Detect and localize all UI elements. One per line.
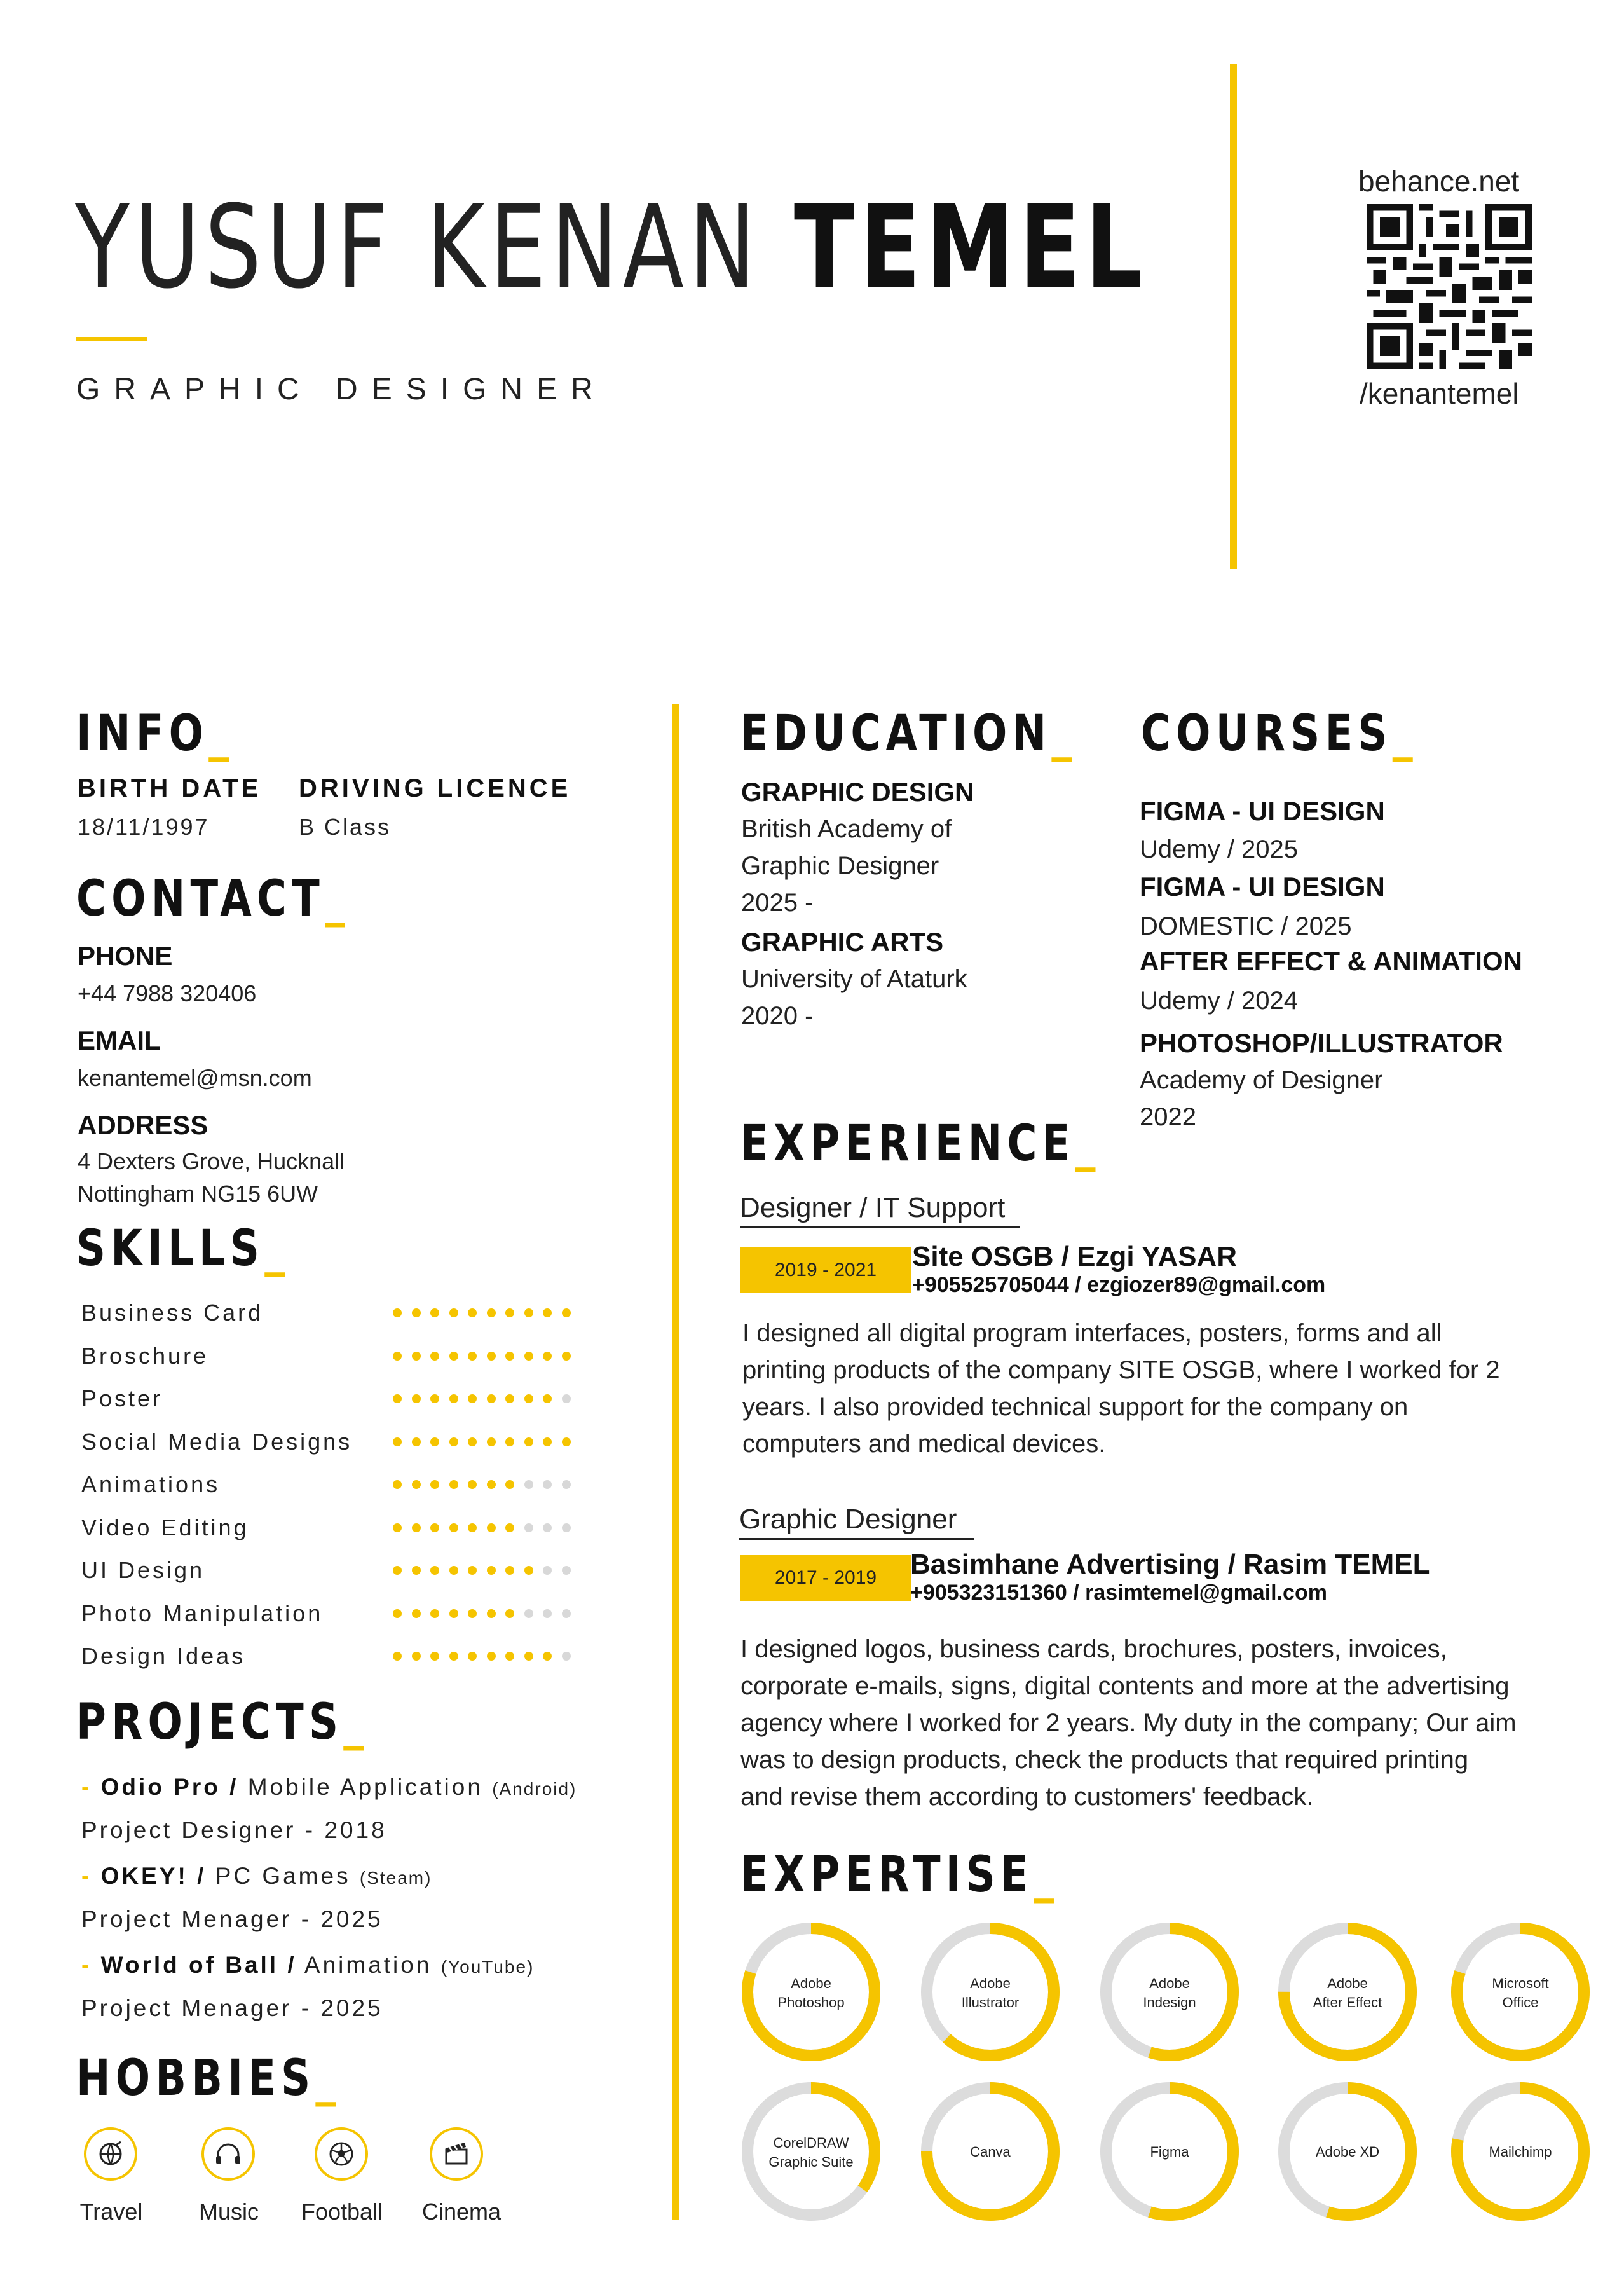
expertise-ring <box>917 2078 1064 2225</box>
skill-dot-filled <box>449 1437 458 1446</box>
skill-dot-filled <box>524 1437 533 1446</box>
skill-dot-filled <box>468 1437 477 1446</box>
course-1-place: Udemy / 2025 <box>1140 835 1299 863</box>
expertise-label: Indesign <box>1143 1994 1196 2010</box>
skill-dot-filled <box>430 1480 439 1489</box>
skill-dot-filled <box>412 1652 421 1661</box>
skill-level-dots <box>393 1437 571 1446</box>
skill-dot-filled <box>449 1609 458 1618</box>
skills-heading: SKILLS_ <box>76 1220 290 1277</box>
expertise-label: Office <box>1502 1994 1539 2010</box>
skill-dot-filled <box>449 1566 458 1575</box>
project-platform: (Steam) <box>359 1868 432 1888</box>
skill-dot-filled <box>430 1652 439 1661</box>
project-title: World of Ball <box>100 1952 279 1978</box>
experience-2-contact[interactable]: +905323151360 / rasimtemel@gmail.com <box>910 1581 1327 1605</box>
expertise-ring <box>737 2078 885 2225</box>
skill-name: Video Editing <box>81 1514 249 1540</box>
experience-1-role-underline <box>740 1226 1020 1228</box>
skill-level-dots <box>393 1566 571 1575</box>
experience-2-role: Graphic Designer <box>739 1504 957 1535</box>
qr-code-icon[interactable] <box>1367 203 1532 370</box>
hobby-music: Music <box>198 2199 259 2225</box>
address-line-2: Nottingham NG15 6UW <box>78 1181 318 1207</box>
experience-heading: EXPERIENCE_ <box>740 1115 1101 1172</box>
email-value[interactable]: kenantemel@msn.com <box>78 1065 312 1091</box>
skill-dot-filled <box>524 1566 533 1575</box>
skill-dot-filled <box>449 1652 458 1661</box>
info-heading: INFO_ <box>76 705 235 762</box>
expertise-label: Figma <box>1150 2144 1189 2160</box>
skill-level-dots <box>393 1609 571 1618</box>
expertise-label: Graphic Suite <box>768 2154 854 2170</box>
experience-1-contact[interactable]: +905525705044 / ezgiozer89@gmail.com <box>912 1273 1326 1297</box>
skill-dot-filled <box>412 1352 421 1361</box>
skill-level-dots <box>393 1394 571 1403</box>
expertise-label: After Effect <box>1313 1994 1382 2010</box>
phone-value[interactable]: +44 7988 320406 <box>78 980 257 1006</box>
skill-dot-filled <box>412 1523 421 1532</box>
skill-dot-filled <box>524 1308 533 1317</box>
skill-dot-filled <box>524 1652 533 1661</box>
skill-dot-empty <box>543 1480 552 1489</box>
expertise-ring <box>1274 1918 1421 2066</box>
job-title: GRAPHIC DESIGNER <box>76 373 607 406</box>
education-2-school: University of Ataturk <box>741 965 967 993</box>
skill-dot-filled <box>412 1308 421 1317</box>
project-platform: (Android) <box>492 1779 577 1799</box>
expertise-label: CorelDRAW <box>773 2135 849 2151</box>
skill-dot-empty <box>543 1609 552 1618</box>
column-divider <box>672 704 679 2220</box>
skill-dot-filled <box>393 1480 402 1489</box>
skill-dot-filled <box>505 1523 514 1532</box>
skill-dot-filled <box>487 1437 496 1446</box>
expertise-ring <box>1447 2078 1594 2225</box>
project-title: Odio Pro <box>100 1774 221 1800</box>
surname: TEMEL <box>793 181 1147 314</box>
name-accent-bar <box>76 337 147 341</box>
expertise-label: Adobe <box>1149 1975 1190 1991</box>
skill-dot-filled <box>412 1566 421 1575</box>
course-3-title: AFTER EFFECT & ANIMATION <box>1140 946 1522 976</box>
skill-dot-filled <box>524 1352 533 1361</box>
project-role: Project Menager - 2025 <box>81 1995 383 2021</box>
expertise-ring <box>1274 2078 1421 2225</box>
project-type: Animation <box>304 1952 432 1978</box>
skill-dot-filled <box>505 1566 514 1575</box>
education-heading: EDUCATION_ <box>740 705 1077 762</box>
skill-dot-filled <box>430 1308 439 1317</box>
experience-1-description: I designed all digital program interfaces, posters, forms and all printing products of the company SITE OSGB, where I worked for 2 years. I also provided technical support for the company on computers and medical devices. <box>742 1319 1500 1458</box>
course-3-place: Udemy / 2024 <box>1140 987 1299 1015</box>
skill-row <box>81 1469 603 1500</box>
skill-dot-filled <box>524 1394 533 1403</box>
project-role: Project Designer - 2018 <box>81 1817 387 1843</box>
skill-dot-filled <box>430 1394 439 1403</box>
skill-row <box>81 1426 603 1458</box>
skill-dot-filled <box>430 1352 439 1361</box>
expertise-label: Microsoft <box>1492 1975 1549 1991</box>
course-4-title: PHOTOSHOP/ILLUSTRATOR <box>1140 1028 1503 1058</box>
driving-licence-label: DRIVING LICENCE <box>299 774 571 802</box>
skill-dot-filled <box>412 1480 421 1489</box>
headphones-icon <box>201 2127 256 2181</box>
skill-name: Animations <box>81 1471 221 1497</box>
hobby-football: Football <box>301 2199 383 2225</box>
phone-label: PHONE <box>78 941 173 971</box>
skill-dot-filled <box>449 1480 458 1489</box>
expertise-ring <box>737 1918 885 2066</box>
skill-dot-filled <box>505 1394 514 1403</box>
skill-dot-empty <box>562 1480 571 1489</box>
skill-dot-filled <box>393 1566 402 1575</box>
course-1-title: FIGMA - UI DESIGN <box>1140 796 1385 826</box>
skill-dot-empty <box>562 1523 571 1532</box>
skill-dot-filled <box>505 1609 514 1618</box>
skill-dot-filled <box>393 1308 402 1317</box>
education-1-title: GRAPHIC DESIGN <box>741 777 974 807</box>
skill-name: Social Media Designs <box>81 1428 353 1455</box>
skill-row <box>81 1554 603 1586</box>
skill-dot-filled <box>430 1566 439 1575</box>
skill-dot-filled <box>543 1352 552 1361</box>
project-type: PC Games <box>215 1863 351 1889</box>
expertise-label: Illustrator <box>961 1994 1020 2010</box>
expertise-label: Photoshop <box>777 1994 845 2010</box>
hobby-cinema: Cinema <box>421 2199 502 2225</box>
skill-dot-empty <box>524 1523 533 1532</box>
skill-dot-filled <box>543 1308 552 1317</box>
project-title: OKEY! <box>100 1863 188 1889</box>
skill-name: Design Ideas <box>81 1643 246 1669</box>
skill-dot-filled <box>505 1352 514 1361</box>
skill-dot-filled <box>468 1609 477 1618</box>
skill-dot-filled <box>430 1609 439 1618</box>
project-platform: (YouTube) <box>440 1957 535 1977</box>
skill-dot-filled <box>449 1394 458 1403</box>
skill-dot-filled <box>393 1609 402 1618</box>
expertise-label: Adobe <box>791 1975 831 1991</box>
skill-level-dots <box>393 1523 571 1532</box>
skill-dot-empty <box>562 1394 571 1403</box>
expertise-heading: EXPERTISE_ <box>740 1846 1060 1904</box>
skill-dot-filled <box>468 1566 477 1575</box>
education-2-year: 2020 - <box>741 1002 814 1030</box>
skill-dot-filled <box>543 1652 552 1661</box>
contact-heading: CONTACT_ <box>76 870 351 928</box>
skill-dot-filled <box>393 1652 402 1661</box>
skill-name: Business Card <box>81 1300 264 1326</box>
skill-dot-filled <box>487 1523 496 1532</box>
skill-dot-filled <box>562 1437 571 1446</box>
skill-dot-filled <box>393 1523 402 1532</box>
skill-level-dots <box>393 1652 571 1661</box>
project-role: Project Menager - 2025 <box>81 1906 383 1932</box>
skill-name: Broschure <box>81 1342 209 1369</box>
skill-dot-empty <box>524 1480 533 1489</box>
skill-dot-filled <box>487 1394 496 1403</box>
skill-dot-filled <box>430 1523 439 1532</box>
skill-dot-filled <box>412 1394 421 1403</box>
skill-dot-filled <box>393 1394 402 1403</box>
courses-heading: COURSES_ <box>1141 705 1418 762</box>
birth-date-label: BIRTH DATE <box>78 774 262 802</box>
skill-name: Poster <box>81 1385 163 1411</box>
skill-dot-filled <box>505 1308 514 1317</box>
skill-dot-filled <box>449 1352 458 1361</box>
expertise-label: Adobe XD <box>1315 2144 1380 2160</box>
skill-level-dots <box>393 1308 571 1317</box>
experience-2-description: I designed logos, business cards, brochures, posters, invoices, corporate e-mails, signs, digital contents and more at the advertising agency where I worked for 2 years. My duty in the company; Our aim was to design products, check the products that required printing and revise them according to customers' feedback. <box>740 1635 1517 1811</box>
skill-dot-filled <box>487 1352 496 1361</box>
course-4-place: Academy of Designer <box>1140 1066 1383 1094</box>
expertise-ring <box>917 1918 1064 2066</box>
expertise-label: Adobe <box>1327 1975 1368 1991</box>
project-title-line: - Odio Pro / Mobile Application (Android) <box>81 1774 577 1800</box>
skill-dot-filled <box>487 1566 496 1575</box>
skill-dot-filled <box>505 1652 514 1661</box>
experience-1-role: Designer / IT Support <box>740 1192 1006 1223</box>
skill-row <box>81 1297 603 1329</box>
project-type: Mobile Application <box>247 1774 483 1800</box>
education-1-year: 2025 - <box>741 889 814 917</box>
skill-dot-filled <box>487 1652 496 1661</box>
skill-dot-filled <box>468 1652 477 1661</box>
skill-dot-filled <box>430 1437 439 1446</box>
first-names: YUSUF KENAN <box>75 181 761 314</box>
skill-dot-empty <box>543 1523 552 1532</box>
skill-dot-filled <box>505 1480 514 1489</box>
address-label: ADDRESS <box>78 1110 208 1140</box>
education-1-school-line-2: Graphic Designer <box>741 852 939 880</box>
skill-dot-filled <box>412 1437 421 1446</box>
skill-dot-empty <box>562 1652 571 1661</box>
project-title-line: - World of Ball / Animation (YouTube) <box>81 1952 535 1978</box>
driving-licence-value: B Class <box>299 814 392 840</box>
clapperboard-icon <box>429 2127 484 2181</box>
course-2-title: FIGMA - UI DESIGN <box>1140 872 1385 902</box>
skill-dot-filled <box>505 1437 514 1446</box>
experience-2-role-underline <box>739 1538 974 1540</box>
qr-bottom-label[interactable]: /kenantemel <box>1360 377 1519 410</box>
experience-1-dates: 2019 - 2021 <box>740 1247 911 1293</box>
education-1-school-line-1: British Academy of <box>741 815 952 843</box>
skill-dot-filled <box>487 1308 496 1317</box>
email-label: EMAIL <box>78 1026 161 1055</box>
skill-dot-empty <box>543 1566 552 1575</box>
skill-row <box>81 1598 603 1630</box>
skill-row <box>81 1640 603 1672</box>
address-line-1: 4 Dexters Grove, Hucknall <box>78 1148 345 1174</box>
skill-dot-filled <box>562 1308 571 1317</box>
skill-dot-filled <box>412 1609 421 1618</box>
skill-dot-filled <box>449 1523 458 1532</box>
skill-dot-empty <box>562 1609 571 1618</box>
expertise-ring <box>1096 1918 1243 2066</box>
skill-dot-filled <box>487 1609 496 1618</box>
education-2-title: GRAPHIC ARTS <box>741 927 944 957</box>
skill-dot-filled <box>468 1394 477 1403</box>
skill-dot-filled <box>468 1523 477 1532</box>
skill-row <box>81 1383 603 1415</box>
skill-dot-filled <box>468 1352 477 1361</box>
skill-dot-filled <box>487 1480 496 1489</box>
skill-dot-filled <box>393 1437 402 1446</box>
skill-dot-filled <box>468 1308 477 1317</box>
skill-dot-filled <box>562 1352 571 1361</box>
expertise-ring <box>1447 1918 1594 2066</box>
skill-dot-empty <box>524 1609 533 1618</box>
projects-heading: PROJECTS_ <box>76 1694 369 1751</box>
experience-1-company: Site OSGB / Ezgi YASAR <box>912 1241 1238 1272</box>
skill-dot-filled <box>449 1308 458 1317</box>
expertise-label: Canva <box>970 2144 1011 2160</box>
skill-dot-filled <box>543 1437 552 1446</box>
experience-2-dates: 2017 - 2019 <box>740 1555 911 1601</box>
experience-2-company: Basimhane Advertising / Rasim TEMEL <box>910 1549 1430 1580</box>
expertise-ring <box>1096 2078 1243 2225</box>
skill-dot-filled <box>393 1352 402 1361</box>
skill-row <box>81 1512 603 1544</box>
qr-top-label[interactable]: behance.net <box>1358 165 1520 198</box>
football-icon <box>314 2127 369 2181</box>
hobby-travel: Travel <box>79 2199 143 2225</box>
birth-date-value: 18/11/1997 <box>78 814 210 840</box>
skill-level-dots <box>393 1480 571 1489</box>
skill-name: Photo Manipulation <box>81 1600 324 1626</box>
full-name <box>75 181 1147 314</box>
skill-dot-filled <box>468 1480 477 1489</box>
project-title-line: - OKEY! / PC Games (Steam) <box>81 1863 432 1889</box>
skill-name: UI Design <box>81 1557 205 1583</box>
skill-row <box>81 1340 603 1372</box>
hobbies-heading: HOBBIES_ <box>76 2050 341 2107</box>
expertise-label: Mailchimp <box>1489 2144 1552 2160</box>
skill-dot-empty <box>562 1566 571 1575</box>
globe-icon <box>83 2127 138 2181</box>
expertise-label: Adobe <box>970 1975 1011 1991</box>
header-divider <box>1230 64 1237 569</box>
skill-dot-filled <box>543 1394 552 1403</box>
course-4-year: 2022 <box>1140 1103 1196 1131</box>
skill-level-dots <box>393 1352 571 1361</box>
course-2-place: DOMESTIC / 2025 <box>1140 912 1352 940</box>
